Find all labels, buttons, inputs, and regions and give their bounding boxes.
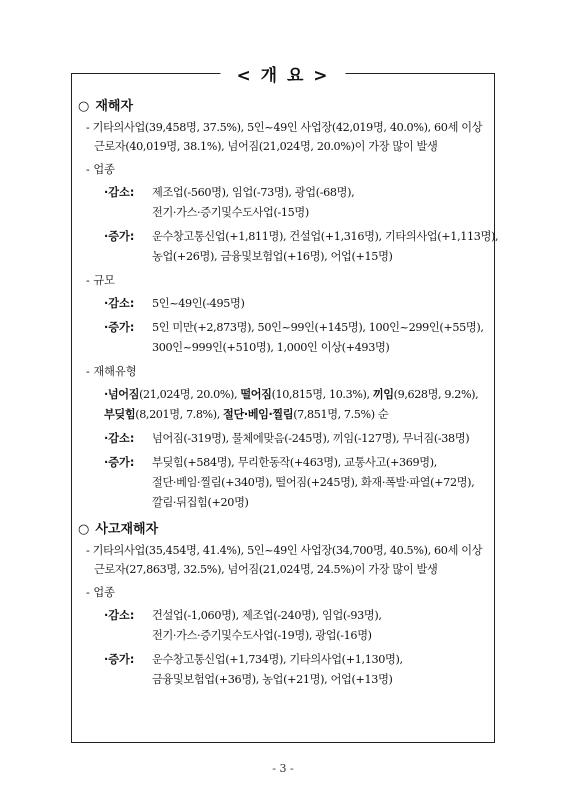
summary-box (71, 66, 499, 743)
subheading-industry: - 업종 (86, 586, 115, 599)
item-line: 5인 미만(+2,873명), 50인~99인(+145명), 100인~299인(+55명), (152, 321, 484, 334)
section-title: 재해자 (95, 99, 134, 114)
type-name: 끼임 (372, 388, 394, 401)
scale-increase (78, 318, 492, 358)
type-value: (21,024명, 20.0%), (139, 388, 238, 401)
type-value: (10,815명, 10.3%), (271, 388, 370, 401)
type-increase (78, 453, 492, 513)
circle-bullet-icon: ○ (78, 522, 90, 537)
increase-label: ·증가: (104, 653, 135, 666)
decrease-label: ·감소: (104, 609, 135, 622)
increase-label: ·증가: (104, 456, 135, 469)
summary-line: 근로자(40,019명, 38.1%), 넘어짐(21,024명, 20.0%)이 가장 많이 발생 (94, 140, 438, 153)
subheading-accident-type: - 재해유형 (86, 365, 137, 378)
item-line: 5인~49인(-495명) (152, 297, 245, 310)
page-number: - 3 - (272, 762, 294, 775)
section-title: 사고재해자 (95, 522, 159, 537)
type-value: (8,201명, 7.8%), (135, 408, 220, 421)
circle-bullet-icon: ○ (78, 99, 90, 114)
summary-line: - 기타의사업(39,458명, 37.5%), 5인~49인 사업장(42,019명, 40.0%), 60세 이상 (86, 121, 483, 134)
industry-increase (78, 227, 499, 267)
industry-increase (78, 650, 492, 690)
section-heading-accident-injured (78, 519, 492, 541)
item-line: 넘어짐(-319명), 물체에맞음(-245명), 끼임(-127명), 무너짐(-38명) (152, 432, 470, 445)
item-line: 건설업(-1,060명), 제조업(-240명), 임업(-93명), (152, 609, 382, 622)
scale-decrease (78, 294, 492, 314)
item-line: 300인~999인(+510명), 1,000인 이상(+493명) (152, 341, 390, 354)
item-line: 제조업(-560명), 임업(-73명), 광업(-68명), (152, 186, 355, 199)
item-line: 농업(+26명), 금융및보험업(+16명), 어업(+15명) (152, 250, 393, 263)
subheading-industry: - 업종 (86, 163, 115, 176)
item-line: 전기·가스·증기및수도사업(-15명) (152, 206, 309, 219)
decrease-label: ·감소: (104, 186, 135, 199)
accident-type-ranking (78, 385, 492, 425)
decrease-label: ·감소: (104, 297, 135, 310)
item-line: 금융및보험업(+36명), 농업(+21명), 어업(+13명) (152, 673, 393, 686)
subheading-scale: - 규모 (86, 274, 115, 287)
industry-decrease (78, 183, 492, 223)
type-value: (9,628명, 9.2%), (393, 388, 479, 401)
item-line: 운수창고통신업(+1,811명), 건설업(+1,316명), 기타의사업(+1,113명), (152, 230, 499, 243)
increase-label: ·증가: (104, 230, 135, 243)
industry-decrease (78, 606, 492, 646)
type-decrease (78, 429, 492, 449)
item-line: 깔림·뒤집힘(+20명) (152, 496, 249, 509)
type-name: 절단·베임·찔림 (223, 408, 294, 421)
section-heading-injured (78, 96, 492, 118)
summary-line: - 기타의사업(35,454명, 41.4%), 5인~49인 사업장(34,700명, 40.5%), 60세 이상 (86, 544, 483, 557)
increase-label: ·증가: (104, 321, 135, 334)
type-value: (7,851명, 7.5%) 순 (293, 408, 389, 421)
item-line: 절단·베임·찔림(+340명), 떨어짐(+245명), 화재·폭발·파열(+72명), (152, 476, 475, 489)
item-line: 전기·가스·증기및수도사업(-19명), 광업(-16명) (152, 629, 372, 642)
type-name: ·넘어짐 (104, 388, 140, 401)
item-line: 운수창고통신업(+1,734명), 기타의사업(+1,130명), (152, 653, 403, 666)
summary-line: 근로자(27,863명, 32.5%), 넘어짐(21,024명, 24.5%)이 가장 많이 발생 (94, 563, 438, 576)
type-name: 떨어짐 (240, 388, 272, 401)
summary-content (78, 94, 499, 690)
decrease-label: ·감소: (104, 432, 135, 445)
item-line: 부딪힘(+584명), 무리한동작(+463명), 교통사고(+369명), (152, 456, 437, 469)
type-name: 부딪힘 (104, 408, 136, 421)
page-title: < 개 요 > (220, 61, 345, 86)
